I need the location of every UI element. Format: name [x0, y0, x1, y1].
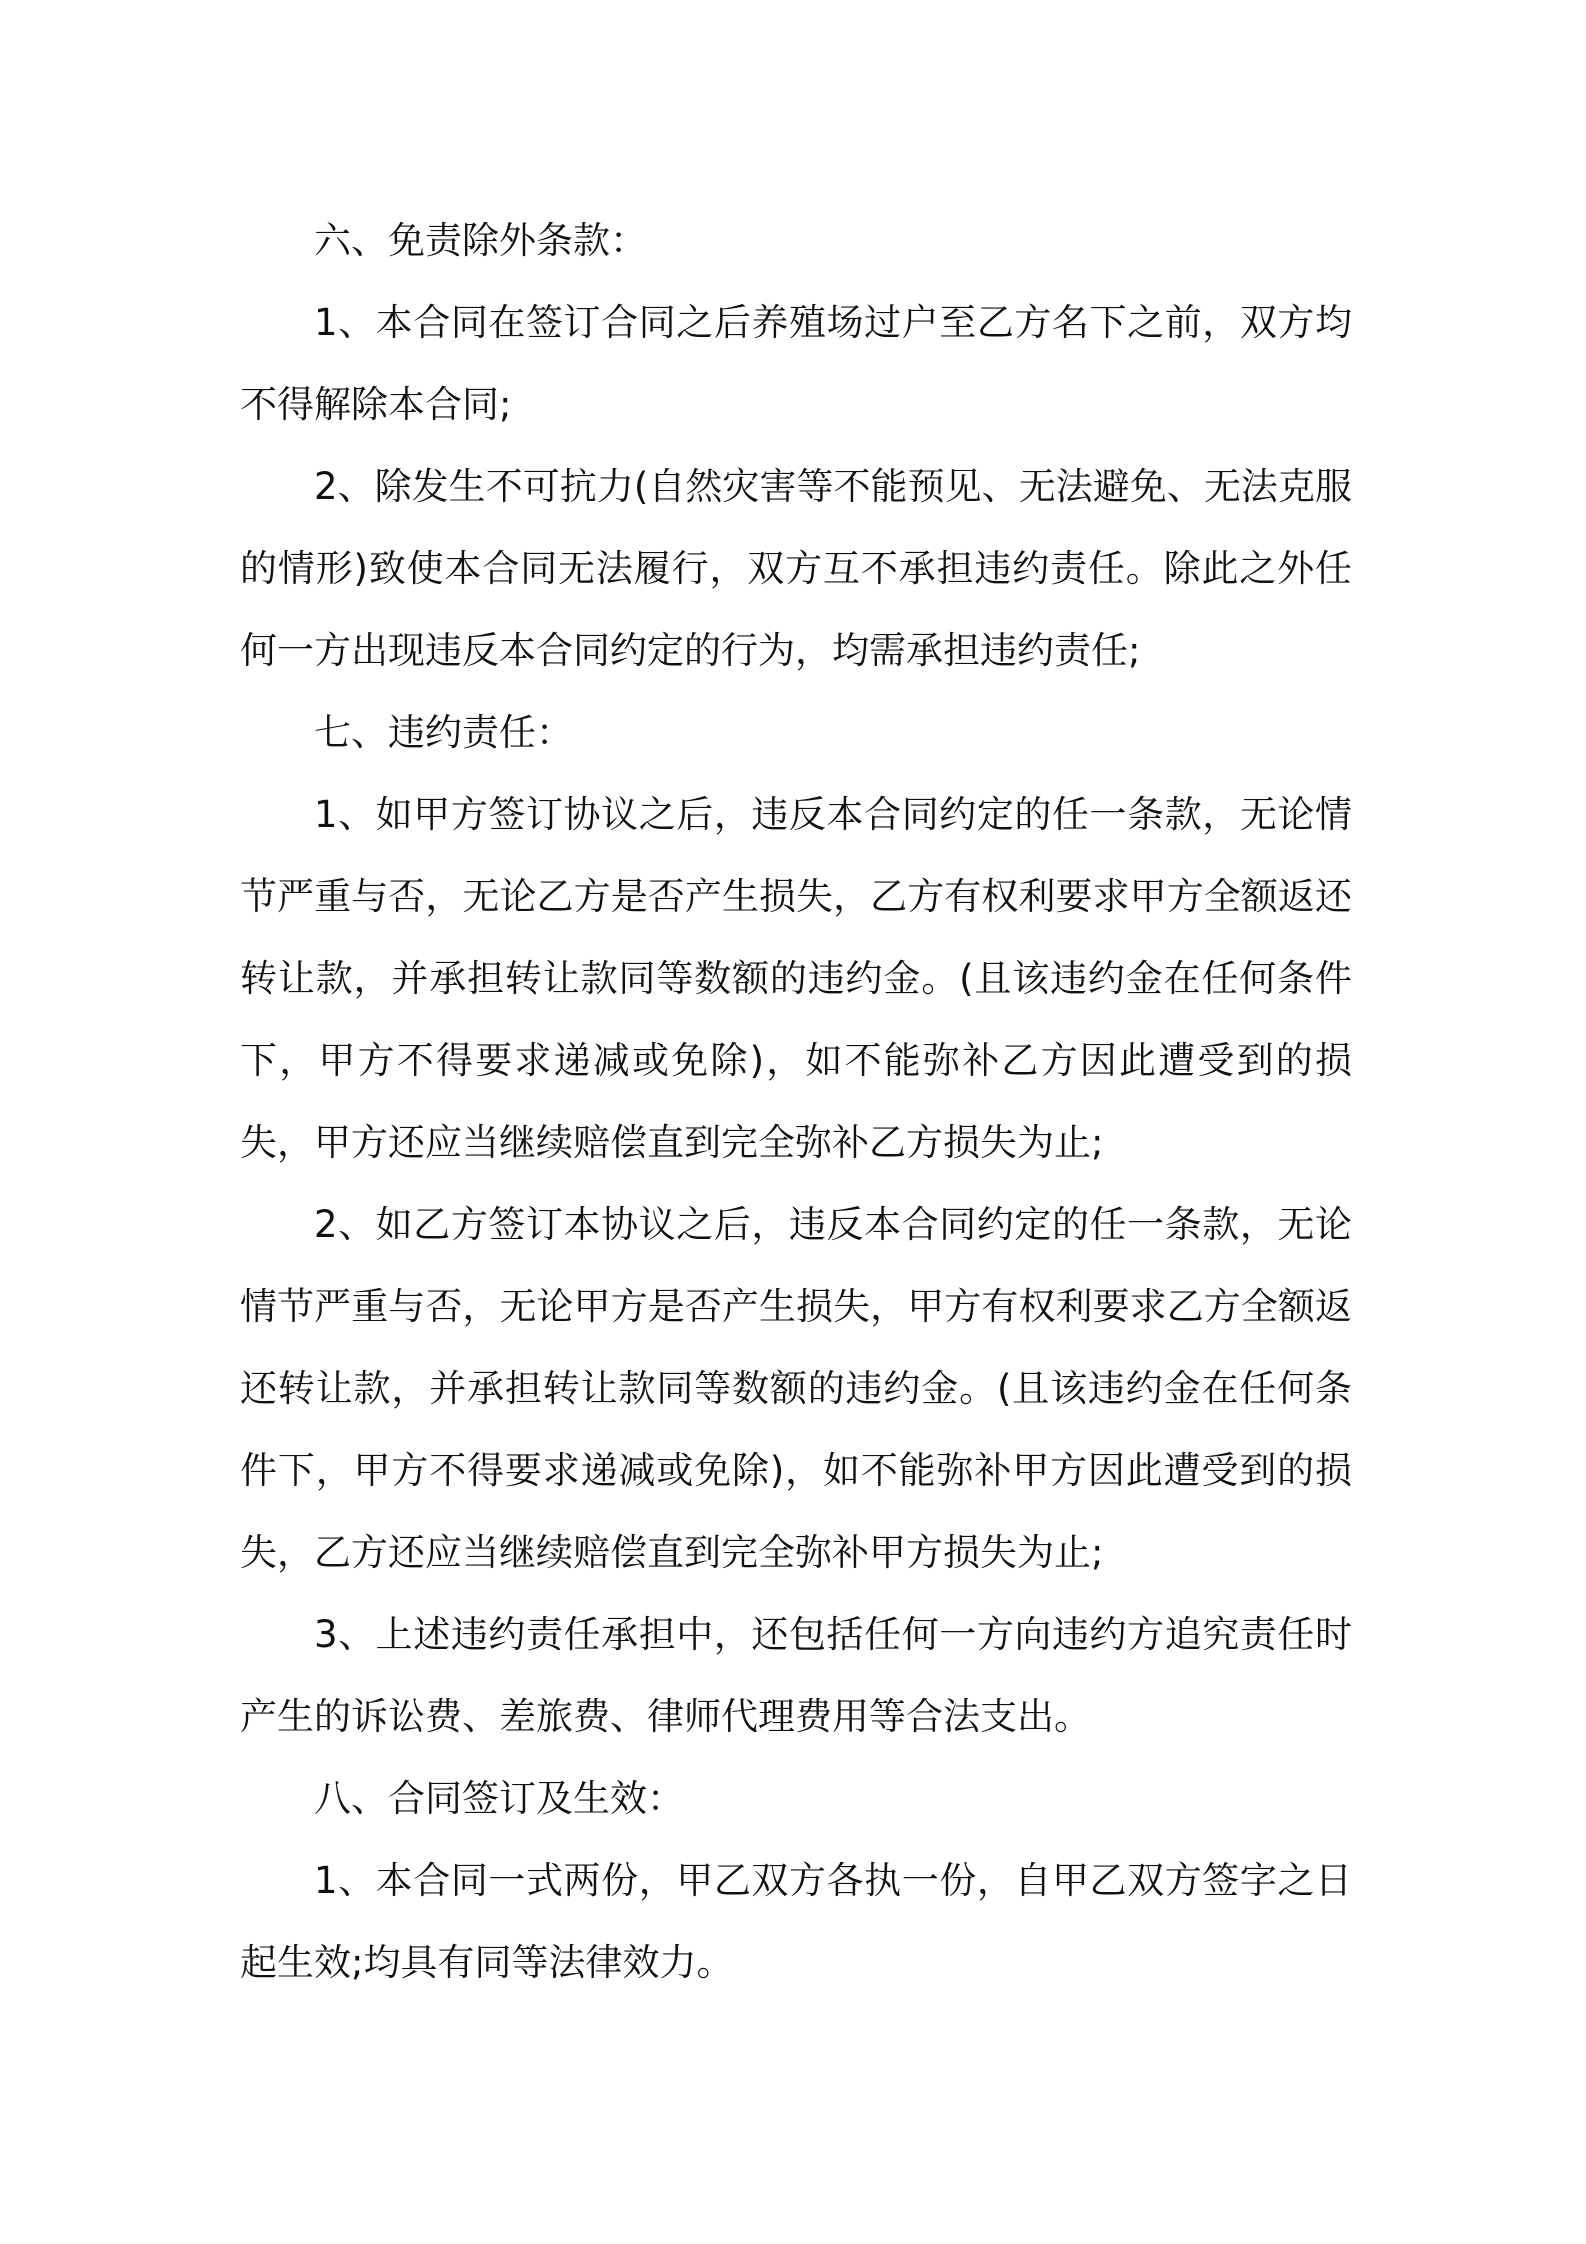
- section-heading-exemption: 六、免责除外条款：: [314, 219, 647, 262]
- clause-paragraph: 2、如乙方签订本协议之后，违反本合同约定的任一条款，无论情节严重与否，无论甲方是否产生损失，甲方有权利要求乙方全额返还转让款，并承担转让款同等数额的违约金。(且该违约金在任何条件下，甲方不得要求递减或免除)，如不能弥补甲方因此遭受到的损失，乙方还应当继续赔偿直到完全弥补甲方损失为止;: [240, 1203, 1352, 1574]
- clause-paragraph: 2、除发生不可抗力(自然灾害等不能预见、无法避免、无法克服的情形)致使本合同无法履行，双方互不承担违约责任。除此之外任何一方出现违反本合同约定的行为，均需承担违约责任;: [240, 465, 1352, 672]
- clause-paragraph: 1、如甲方签订协议之后，违反本合同约定的任一条款，无论情节严重与否，无论乙方是否产生损失，乙方有权利要求甲方全额返还转让款，并承担转让款同等数额的违约金。(且该违约金在任何条件下，甲方不得要求递减或免除)，如不能弥补乙方因此遭受到的损失，甲方还应当继续赔偿直到完全弥补乙方损失为止;: [240, 793, 1352, 1164]
- document-body: [240, 200, 1352, 2004]
- clause-paragraph: 1、本合同在签订合同之后养殖场过户至乙方名下之前，双方均不得解除本合同;: [240, 301, 1352, 426]
- section-heading-signing: 八、合同签订及生效：: [314, 1777, 684, 1820]
- clause-paragraph: 1、本合同一式两份，甲乙双方各执一份，自甲乙双方签字之日起生效;均具有同等法律效力。: [240, 1859, 1352, 1984]
- clause-paragraph: 3、上述违约责任承担中，还包括任何一方向违约方追究责任时产生的诉讼费、差旅费、律师代理费用等合法支出。: [240, 1613, 1352, 1738]
- section-heading-liability: 七、违约责任：: [314, 711, 573, 754]
